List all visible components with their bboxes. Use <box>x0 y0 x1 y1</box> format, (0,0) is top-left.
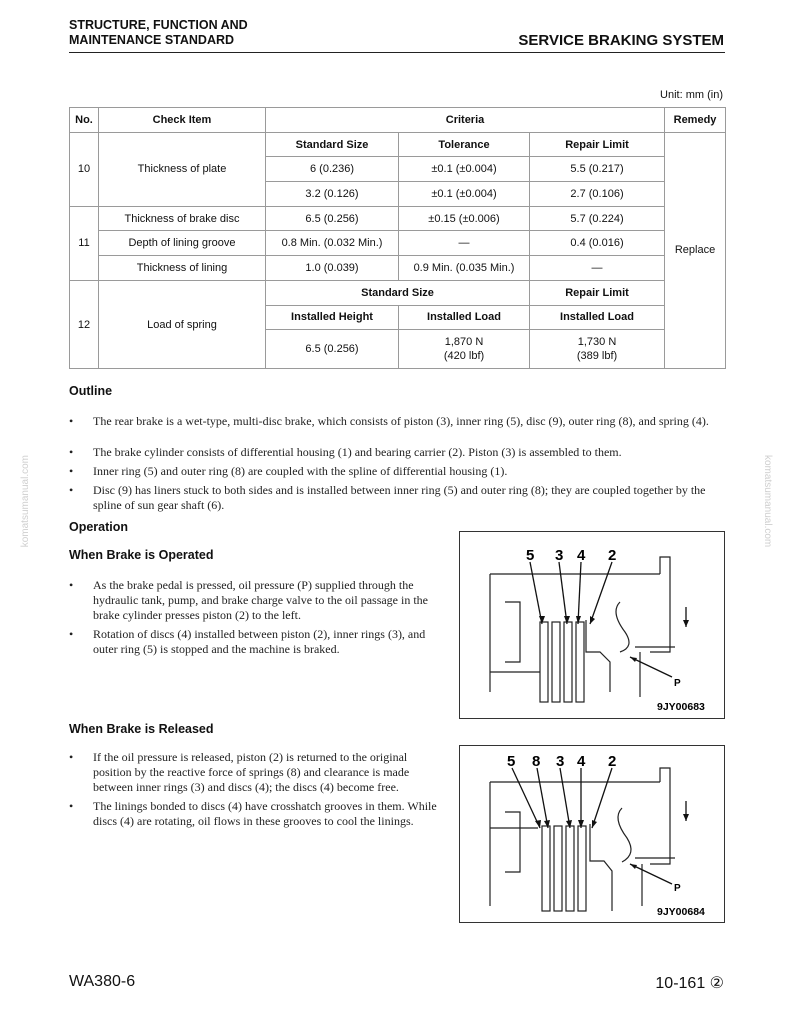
row11-a-size: 6.5 (0.256) <box>266 206 399 231</box>
bullet-glyph: • <box>69 414 74 428</box>
figure2-label-1: 5 <box>507 753 516 770</box>
row10-item: Thickness of plate <box>99 132 266 206</box>
row11-c-item: Thickness of lining <box>99 256 266 281</box>
figure2-label-2: 8 <box>532 753 541 770</box>
row12-header-installed-load-limit: Installed Load <box>530 305 665 330</box>
row12-header-standard-size: Standard Size <box>266 280 530 305</box>
operated-bullet-2 <box>69 627 445 657</box>
brake-operated-figure <box>459 531 725 719</box>
released-bullet-1 <box>69 750 445 795</box>
row11-a-tolerance: ±0.15 (±0.006) <box>399 206 530 231</box>
header-remedy: Remedy <box>665 108 726 133</box>
outline-bullet-3 <box>69 464 725 479</box>
figure1-code: 9JY00683 <box>657 701 705 713</box>
outline-bullet-1 <box>69 414 725 429</box>
row10-r1-size: 6 (0.236) <box>266 157 399 182</box>
row11-c-tolerance: 0.9 Min. (0.035 Min.) <box>399 256 530 281</box>
row10-no: 10 <box>70 132 99 206</box>
bullet-glyph: • <box>69 483 74 497</box>
bullet-glyph: • <box>69 799 74 813</box>
outline-bullet-text: Disc (9) has liners stuck to both sides and is installed between inner ring (5) and outer ring (8); they are coupled together by the spline of sun gear shaft (6). <box>93 483 706 512</box>
row12-item: Load of spring <box>99 280 266 368</box>
outline-bullet-4 <box>69 483 725 513</box>
row11-a-item: Thickness of brake disc <box>99 206 266 231</box>
row11-b-limit: 0.4 (0.016) <box>530 231 665 256</box>
bullet-glyph: • <box>69 464 74 478</box>
outline-bullet-2 <box>69 445 725 460</box>
row11-c-limit: — <box>530 256 665 281</box>
row12-header-installed-load: Installed Load <box>399 305 530 330</box>
released-bullet-text: If the oil pressure is released, piston (2) is returned to the original position by the reactive force of springs (8) and clearance is made between inner rings (3) and discs (4); the discs (4) become free. <box>93 750 410 794</box>
row12-load-limit <box>530 330 665 369</box>
figure2-label-5: 2 <box>608 753 617 770</box>
outline-bullet-text: The rear brake is a wet-type, multi-disc brake, which consists of piston (3), inner ring (5), disc (9), outer ring (8), and spring (4). <box>93 414 709 428</box>
maintenance-standard-table <box>69 107 726 369</box>
figure1-p-label: P <box>674 678 681 689</box>
header-criteria: Criteria <box>266 108 665 133</box>
figure1-label-3: 4 <box>577 547 586 564</box>
brake-released-drawing <box>460 746 724 922</box>
figure2-label-4: 4 <box>577 753 586 770</box>
header-section-title <box>69 18 248 48</box>
row10-r2-limit: 2.7 (0.106) <box>530 182 665 207</box>
figure2-label-3: 3 <box>556 753 565 770</box>
unit-note: Unit: mm (in) <box>660 89 723 101</box>
row10-r1-tolerance: ±0.1 (±0.004) <box>399 157 530 182</box>
operated-bullet-text: Rotation of discs (4) installed between piston (2), inner rings (3), and outer ring (5) is stopped and the machine is braked. <box>93 627 426 656</box>
outline-title: Outline <box>69 384 113 398</box>
row12-limit-lbf: (389 lbf) <box>576 350 618 363</box>
released-bullet-text: The linings bonded to discs (4) have crosshatch grooves in them. While discs (4) are rotating, oil flows in these grooves to cool the linings. <box>93 799 437 828</box>
figure1-label-2: 3 <box>555 547 564 564</box>
row11-no: 11 <box>70 206 99 280</box>
outline-bullet-text: Inner ring (5) and outer ring (8) are coupled with the spline of differential housing (1). <box>93 464 508 478</box>
row12-header-repair-limit: Repair Limit <box>530 280 665 305</box>
row10-r1-limit: 5.5 (0.217) <box>530 157 665 182</box>
subheader-repair-limit: Repair Limit <box>530 132 665 157</box>
bullet-glyph: • <box>69 445 74 459</box>
row11-b-item: Depth of lining groove <box>99 231 266 256</box>
subheader-tolerance: Tolerance <box>399 132 530 157</box>
watermark-left: komatsumanual.com <box>20 455 31 548</box>
row11-b-tolerance: — <box>399 231 530 256</box>
row12-load-lbf: (420 lbf) <box>443 350 485 363</box>
released-bullet-2 <box>69 799 445 829</box>
bullet-glyph: • <box>69 578 74 592</box>
outline-bullet-text: The brake cylinder consists of differential housing (1) and bearing carrier (2). Piston (3) is assembled to them. <box>93 445 622 459</box>
header-line-1: STRUCTURE, FUNCTION AND <box>69 18 248 32</box>
subheader-standard-size: Standard Size <box>266 132 399 157</box>
operation-title: Operation <box>69 520 129 534</box>
row12-load-newton: 1,870 N <box>444 336 484 349</box>
figure2-code: 9JY00684 <box>657 906 705 918</box>
figure1-label-4: 2 <box>608 547 617 564</box>
watermark-right: komatsumanual.com <box>762 455 773 548</box>
footer-model: WA380-6 <box>69 973 136 990</box>
bullet-glyph: • <box>69 627 74 641</box>
header-chapter-title: SERVICE BRAKING SYSTEM <box>518 32 724 49</box>
brake-released-figure <box>459 745 725 923</box>
header-line-2: MAINTENANCE STANDARD <box>69 33 235 47</box>
row11-c-size: 1.0 (0.039) <box>266 256 399 281</box>
row10-r2-size: 3.2 (0.126) <box>266 182 399 207</box>
operated-bullet-text: As the brake pedal is pressed, oil pressure (P) supplied through the hydraulic tank, pump, and brake charge valve to the oil passage in the brake cylinder presses piston (2) to the left. <box>93 578 429 622</box>
brake-operated-drawing <box>460 532 724 718</box>
released-title: When Brake is Released <box>69 722 214 736</box>
header-check-item: Check Item <box>99 108 266 133</box>
operated-bullet-1 <box>69 578 445 623</box>
row11-b-size: 0.8 Min. (0.032 Min.) <box>266 231 399 256</box>
row12-installed-load <box>399 330 530 369</box>
footer-page-number: 10-161 ② <box>655 975 724 992</box>
remedy-cell: Replace <box>665 132 726 369</box>
figure2-p-label: P <box>674 883 681 894</box>
row12-header-installed-height: Installed Height <box>266 305 399 330</box>
figure1-label-1: 5 <box>526 547 535 564</box>
row12-no: 12 <box>70 280 99 368</box>
row10-r2-tolerance: ±0.1 (±0.004) <box>399 182 530 207</box>
row12-limit-newton: 1,730 N <box>577 336 617 349</box>
bullet-glyph: • <box>69 750 74 764</box>
row11-a-limit: 5.7 (0.224) <box>530 206 665 231</box>
header-divider <box>69 52 725 53</box>
header-no: No. <box>70 108 99 133</box>
row12-installed-height: 6.5 (0.256) <box>266 330 399 369</box>
operated-title: When Brake is Operated <box>69 548 214 562</box>
